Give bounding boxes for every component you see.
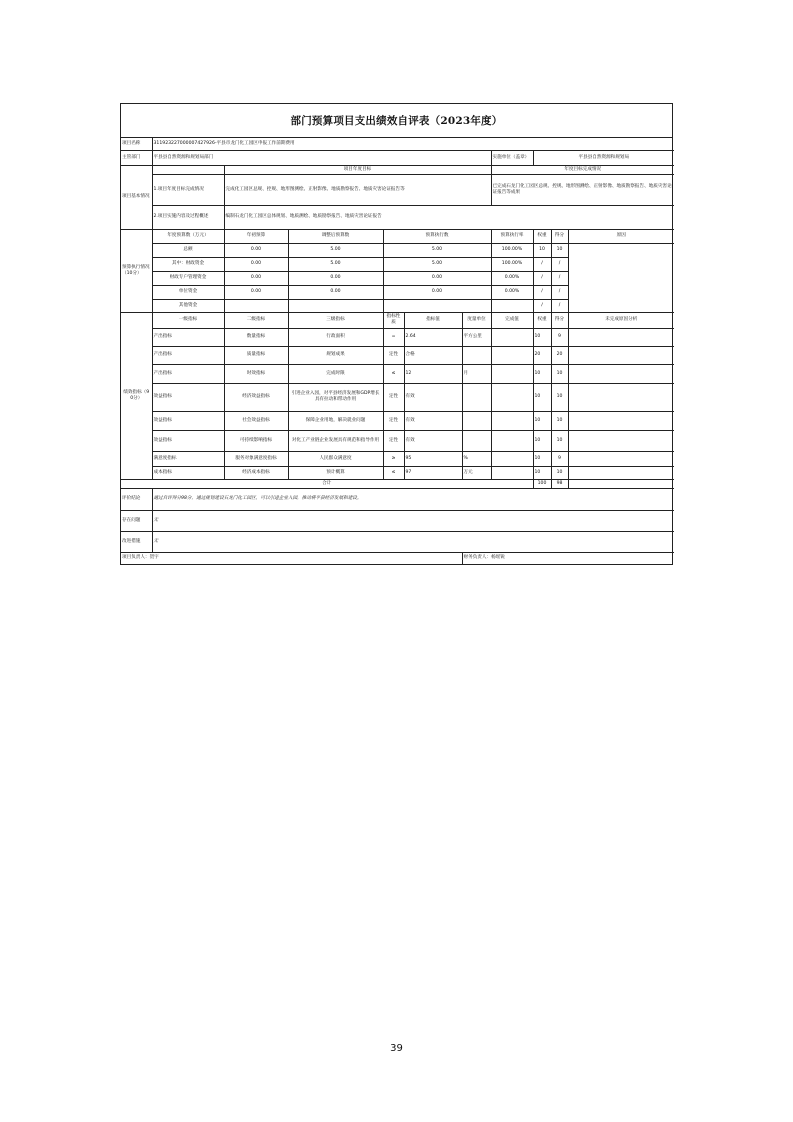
perf-level2: 时效指标 [224,364,288,383]
budget-row-score: 10 [551,243,568,257]
perf-level1: 效益指标 [152,411,224,430]
form-title: 部门预算项目支出绩效自评表（2023年度） [121,104,672,138]
budget-row-score: / [551,299,568,312]
budget-row-weight: / [533,285,551,299]
perf-weight: 10 [533,466,551,479]
dept-label: 主管部门 [121,150,152,165]
perf-score: 20 [551,346,568,364]
perf-weight: 10 [533,383,551,411]
budget-header-row [121,229,674,243]
budget-row-adjusted: 5.00 [288,257,383,271]
perf-header: 二级指标 [224,312,288,328]
project-name-row [121,138,674,150]
perf-unit [462,346,491,364]
perf-value: 有效 [404,430,462,451]
budget-header: 权重 [533,229,551,243]
perf-nature: 定性 [383,383,404,411]
budget-row-initial: 0.00 [224,285,288,299]
budget-row-initial [224,299,288,312]
budget-row-executed: 0.00 [383,285,491,299]
perf-unit: 月 [462,364,491,383]
perf-level2: 可持续影响指标 [224,430,288,451]
perf-done [491,466,533,479]
perf-done [491,364,533,383]
measures-row [121,531,674,552]
perf-level2: 社会效益指标 [224,411,288,430]
lead-label: 项目负责人： [122,555,150,561]
perf-score: 10 [551,364,568,383]
perf-header: 得分 [551,312,568,328]
perf-nature: ≤ [383,466,404,479]
perf-level2: 经济成本指标 [224,466,288,479]
fin-value: 杨瑶锐 [491,555,505,561]
perf-level3: 对化工产业链企业发展具有规范和指导作用 [288,430,383,451]
perf-value: 97 [404,466,462,479]
perf-weight: 10 [533,328,551,346]
perf-level2: 经济效益指标 [224,383,288,411]
basic-goal-header: 项目年度目标 [224,165,491,174]
budget-row-adjusted [288,299,383,312]
budget-row-initial: 0.00 [224,243,288,257]
page-number: 39 [390,1043,403,1054]
lead-cell [121,552,462,564]
perf-level1: 产出指标 [152,364,224,383]
budget-row-name: 其他资金 [152,299,224,312]
perf-reason [568,430,674,451]
perf-header: 完成值 [491,312,533,328]
perf-unit [462,383,491,411]
perf-level1: 效益指标 [152,430,224,451]
perf-header: 权重 [533,312,551,328]
perf-done [491,346,533,364]
total-score: 98 [551,479,568,488]
perf-row [121,451,674,466]
eval-value: 通过自评得分98分，通过规划建设石龙门化工园区，可以引进企业入园，推动将平县经济发展和建设。 [152,488,674,510]
measures-value: 无 [152,531,674,552]
budget-row-weight: / [533,299,551,312]
perf-level2: 数量指标 [224,328,288,346]
perf-nature: ≤ [383,364,404,383]
perf-unit: 平方公里 [462,328,491,346]
budget-row-rate: 0.00% [491,271,533,285]
perf-nature: 定性 [383,430,404,451]
basic-row2-label: 2.项目实施内容及过程概述 [152,205,224,229]
perf-nature: 定性 [383,411,404,430]
budget-row-adjusted: 0.00 [288,285,383,299]
budget-header: 预算执行率 [491,229,533,243]
budget-row-weight: / [533,271,551,285]
perf-level3: 完成时限 [288,364,383,383]
issues-row [121,510,674,531]
perf-level3: 行政面积 [288,328,383,346]
perf-row [121,346,674,364]
perf-nature: ≥ [383,451,404,466]
basic-row1-done: 已完成石龙门化工园区总规、控规、地形图测绘、正射影像、地质勘察报告、地质灾害论证报告等成果 [491,174,674,205]
perf-reason [568,411,674,430]
perf-score: 10 [551,430,568,451]
total-label: 合计 [121,479,533,488]
perf-score: 10 [551,411,568,430]
perf-header: 指标值 [404,312,462,328]
budget-header: 原因 [568,229,674,243]
perf-value: 2.64 [404,328,462,346]
perf-score: 10 [551,466,568,479]
perf-value: 有效 [404,383,462,411]
perf-row [121,383,674,411]
perf-label: 绩效指标（90分） [121,312,152,479]
budget-header: 年初预算 [224,229,288,243]
dept-value: 平县县自然资源和规划局部门 [152,150,491,165]
budget-row-initial: 0.00 [224,271,288,285]
impl-value: 平县县自然资源和规划局 [533,150,674,165]
perf-header: 未完成原因分析 [568,312,674,328]
budget-row-score: / [551,285,568,299]
perf-unit: 万元 [462,466,491,479]
perf-reason [568,346,674,364]
budget-row-rate [491,299,533,312]
budget-row-executed: 5.00 [383,257,491,271]
budget-row-weight: / [533,257,551,271]
perf-level3: 引进企业入园，对平县经济发展和GDP增长具有拉动和带动作用 [288,383,383,411]
basic-label: 项目基本情况 [121,165,152,229]
perf-value: 有效 [404,411,462,430]
project-name-value: 311923227000007427926-平县市龙门化工园区申报工作前期费用 [152,138,674,150]
perf-nature: 定性 [383,346,404,364]
budget-header: 年度预算数（万元） [152,229,224,243]
perf-unit: % [462,451,491,466]
perf-reason [568,364,674,383]
perf-level3: 规划成果 [288,346,383,364]
perf-level3: 保障企业用地，解决就业问题 [288,411,383,430]
budget-row-executed: 5.00 [383,243,491,257]
perf-done [491,383,533,411]
perf-level2: 服务对象满意度指标 [224,451,288,466]
basic-header-row [121,165,674,174]
perf-weight: 10 [533,430,551,451]
perf-level1: 产出指标 [152,346,224,364]
perf-value: 合格 [404,346,462,364]
perf-reason [568,466,674,479]
eval-row [121,488,674,510]
perf-done [491,411,533,430]
budget-row-rate: 100.00% [491,243,533,257]
budget-row-name: 总额 [152,243,224,257]
budget-row-name: 财政专户管理资金 [152,271,224,285]
budget-row-rate: 100.00% [491,257,533,271]
budget-row-executed: 0.00 [383,271,491,285]
impl-label: 实施单位（盖章） [491,150,533,165]
perf-header: 三级指标 [288,312,383,328]
perf-score: 10 [551,383,568,411]
basic-done-header: 年度目标完成情况 [491,165,674,174]
budget-row-name: 其中：财政资金 [152,257,224,271]
perf-score: 9 [551,328,568,346]
perf-value: 12 [404,364,462,383]
perf-header-row [121,312,674,328]
budget-row-rate: 0.00% [491,285,533,299]
budget-header: 调整后预算数 [288,229,383,243]
perf-weight: 10 [533,451,551,466]
total-row [121,479,674,488]
budget-row-weight: 10 [533,243,551,257]
basic-row-2 [121,205,674,229]
evaluation-form [120,103,673,565]
eval-label: 评价结论 [121,488,152,510]
perf-unit [462,411,491,430]
perf-row [121,411,674,430]
total-weight: 100 [533,479,551,488]
budget-row [121,243,674,257]
perf-done [491,430,533,451]
issues-label: 存在问题 [121,510,152,531]
perf-header: 度量单位 [462,312,491,328]
basic-row1-goal: 完成化工园区总规、控规、地形图测绘、正射影像、地质勘察报告、地质灾害论证报告等 [224,174,491,205]
perf-level1: 满意度指标 [152,451,224,466]
perf-level3: 人民群众满意度 [288,451,383,466]
perf-weight: 20 [533,346,551,364]
budget-row-executed [383,299,491,312]
perf-weight: 10 [533,364,551,383]
perf-level1: 效益指标 [152,383,224,411]
perf-header: 指标性质 [383,312,404,328]
perf-done [491,328,533,346]
perf-reason [568,383,674,411]
evaluation-table [121,138,674,564]
fin-cell [462,552,674,564]
budget-header: 预算执行数 [383,229,491,243]
budget-row-name: 单位资金 [152,285,224,299]
perf-level1: 成本指标 [152,466,224,479]
lead-value: 贺宇 [149,555,159,561]
perf-row [121,430,674,451]
perf-header: 一级指标 [152,312,224,328]
footer-row [121,552,674,564]
perf-nature: = [383,328,404,346]
basic-row1-label: 1.项目年度目标完成情况 [152,174,224,205]
perf-value: 95 [404,451,462,466]
budget-row-score: / [551,271,568,285]
perf-level3: 预计概算 [288,466,383,479]
budget-row-adjusted: 0.00 [288,271,383,285]
project-name-label: 项目名称 [121,138,152,150]
budget-label: 预算执行情况（10分） [121,229,152,312]
fin-label: 财务负责人： [463,555,492,561]
perf-score: 9 [551,451,568,466]
perf-level1: 产出指标 [152,328,224,346]
perf-reason [568,328,674,346]
perf-level2: 质量指标 [224,346,288,364]
basic-row-1 [121,174,674,205]
budget-row-adjusted: 5.00 [288,243,383,257]
perf-unit [462,430,491,451]
perf-row [121,466,674,479]
perf-row [121,328,674,346]
issues-value: 无 [152,510,674,531]
budget-row-initial: 0.00 [224,257,288,271]
perf-row [121,364,674,383]
perf-done [491,451,533,466]
measures-label: 改进措施 [121,531,152,552]
budget-header: 得分 [551,229,568,243]
budget-row-score: / [551,257,568,271]
perf-weight: 10 [533,411,551,430]
perf-reason [568,451,674,466]
basic-row2-value: 编制石龙门化工园区总体规划、地质测绘、地质勘察报告、地质灾害论证报告 [224,205,674,229]
dept-row [121,150,674,165]
budget-reason [568,243,674,312]
